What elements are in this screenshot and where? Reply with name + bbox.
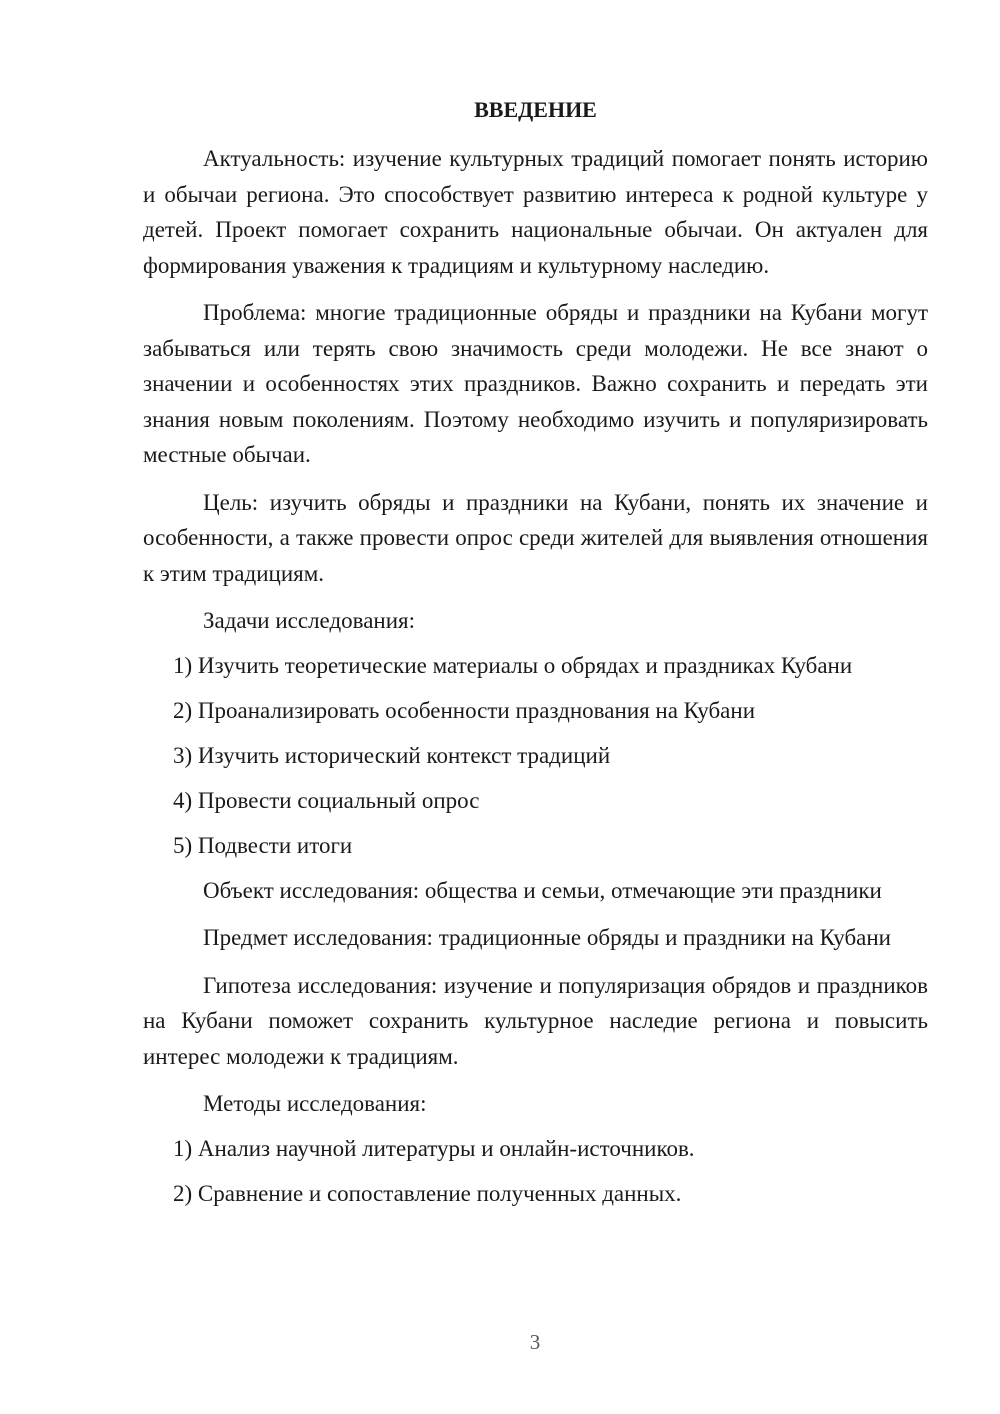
tasks-list [143, 648, 928, 864]
document-body [143, 94, 928, 1221]
task-item: 4) Провести социальный опрос [173, 787, 480, 813]
section-title: ВВЕДЕНИЕ [474, 97, 597, 122]
hypothesis-paragraph: Гипотеза исследования: изучение и популяризация обрядов и праздников на Кубани поможет сохранить культурное наследие региона и повысить интерес молодежи к традициям. [143, 972, 928, 1069]
object-paragraph: Объект исследования: общества и семьи, отмечающие эти праздники [203, 877, 882, 903]
task-item: 5) Подвести итоги [173, 832, 353, 858]
task-item: 2) Проанализировать особенности празднования на Кубани [173, 697, 755, 723]
task-item: 1) Изучить теоретические материалы о обрядах и праздниках Кубани [173, 652, 853, 678]
relevance-paragraph: Актуальность: изучение культурных традиций помогает понять историю и обычаи региона. Это способствует развитию интереса к родной культуре у детей. Проект помогает сохранить национальные обычаи. Он актуален для формирования уважения к традициям и культурному наследию. [143, 146, 928, 278]
methods-list [143, 1131, 928, 1212]
method-item: 1) Анализ научной литературы и онлайн-источников. [173, 1135, 695, 1161]
problem-paragraph: Проблема: многие традиционные обряды и праздники на Кубани могут забываться или терять свою значимость среди молодежи. Не все знают о значении и особенностях этих праздников. Важно сохранить и передать эти знания новым поколениям. Поэтому необходимо изучить и популяризировать местные обычаи. [143, 300, 928, 467]
goal-paragraph: Цель: изучить обряды и праздники на Кубани, понять их значение и особенности, а также провести опрос среди жителей для выявления отношения к этим традициям. [143, 489, 928, 586]
methods-heading: Методы исследования: [203, 1091, 427, 1116]
page-number: 3 [529, 1330, 541, 1354]
tasks-heading: Задачи исследования: [203, 608, 416, 633]
method-item: 2) Сравнение и сопоставление полученных данных. [173, 1180, 682, 1206]
task-item: 3) Изучить исторический контекст традиций [173, 742, 611, 768]
subject-paragraph: Предмет исследования: традиционные обряды и праздники на Кубани [203, 925, 891, 950]
